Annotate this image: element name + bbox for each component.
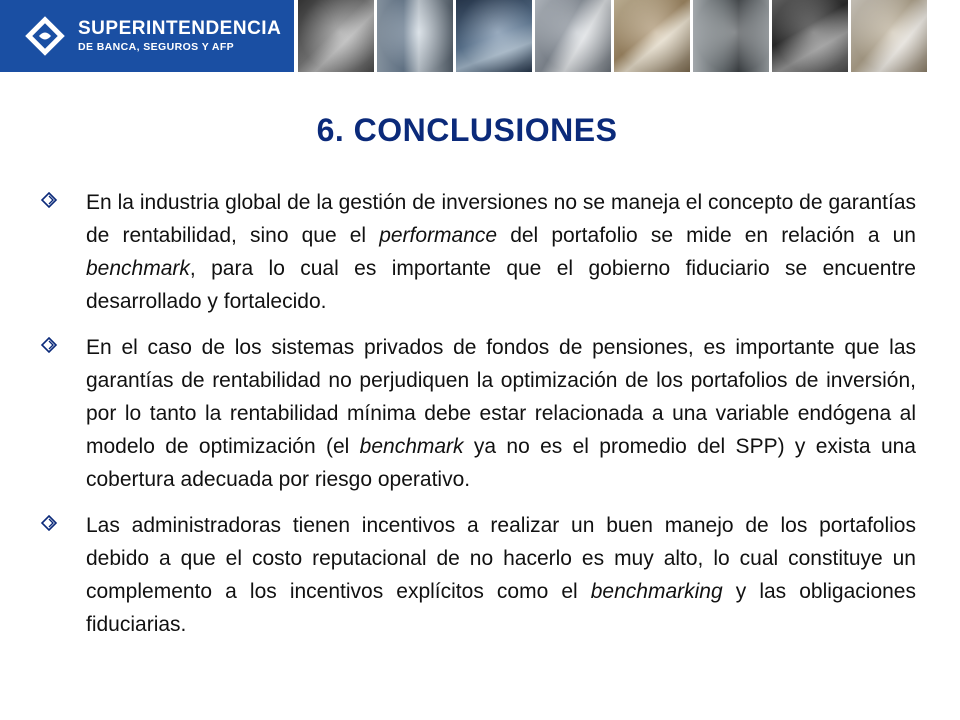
handshake-office-photo bbox=[535, 0, 611, 72]
logo-subtitle: DE BANCA, SEGUROS Y AFP bbox=[78, 41, 235, 53]
text-segment: En el caso de los sistemas privados de fondos de pensiones, es importante que las garantías de rentabilidad no perjudiquen la optimización de los portafolios de inversión, por lo tanto la rentabilidad mínima debe estar relacionada a una variable endógena al modelo de optimización (el bbox=[86, 336, 916, 458]
sbs-logo bbox=[0, 0, 294, 72]
logo-name: SUPERINTENDENCIA bbox=[78, 18, 282, 39]
diamond-bullet-icon bbox=[40, 331, 86, 353]
bullet-text bbox=[86, 186, 916, 318]
bullet-list bbox=[40, 186, 916, 654]
credit-card-photo bbox=[298, 0, 374, 72]
header-banner bbox=[0, 0, 960, 72]
diamond-bullet-icon bbox=[40, 186, 86, 208]
text-segment: del portafolio se mide en relación a un bbox=[497, 224, 916, 247]
sbs-diamond-icon bbox=[22, 13, 68, 59]
bullet-item bbox=[40, 331, 916, 496]
bullet-item bbox=[40, 186, 916, 318]
photo-strip bbox=[294, 0, 927, 72]
card-terminal-photo bbox=[693, 0, 769, 72]
italic-term: benchmark bbox=[359, 435, 464, 458]
bullet-text bbox=[86, 331, 916, 496]
finance-documents-photo bbox=[614, 0, 690, 72]
text-segment: Las administradoras tienen incentivos a realizar un buen manejo de los portafolios debido a que el costo reputacional de no hacerlo es muy alto, lo cual constituye un complemento a los incentivos explícitos como el bbox=[86, 514, 916, 603]
diamond-bullet-icon bbox=[40, 509, 86, 531]
keyboard-enter-photo bbox=[456, 0, 532, 72]
writing-hand-photo bbox=[851, 0, 927, 72]
italic-term: benchmarking bbox=[590, 580, 723, 603]
businessmen-photo bbox=[772, 0, 848, 72]
bullet-item bbox=[40, 509, 916, 641]
italic-term: performance bbox=[379, 224, 498, 247]
text-segment: ya no es el promedio del SPP) y exista una cobertura adecuada por riesgo operativo. bbox=[86, 435, 916, 491]
text-segment: , para lo cual es importante que el gobierno fiduciario se encuentre desarrollado y fortalecido. bbox=[86, 257, 916, 313]
building-photo bbox=[377, 0, 453, 72]
bullet-text bbox=[86, 509, 916, 641]
slide-title: 6. CONCLUSIONES bbox=[316, 112, 618, 148]
italic-term: benchmark bbox=[86, 257, 190, 280]
text-segment: y las obligaciones fiduciarias. bbox=[86, 580, 916, 636]
text-segment: En la industria global de la gestión de inversiones no se maneja el concepto de garantías de rentabilidad, sino que el bbox=[86, 191, 916, 247]
